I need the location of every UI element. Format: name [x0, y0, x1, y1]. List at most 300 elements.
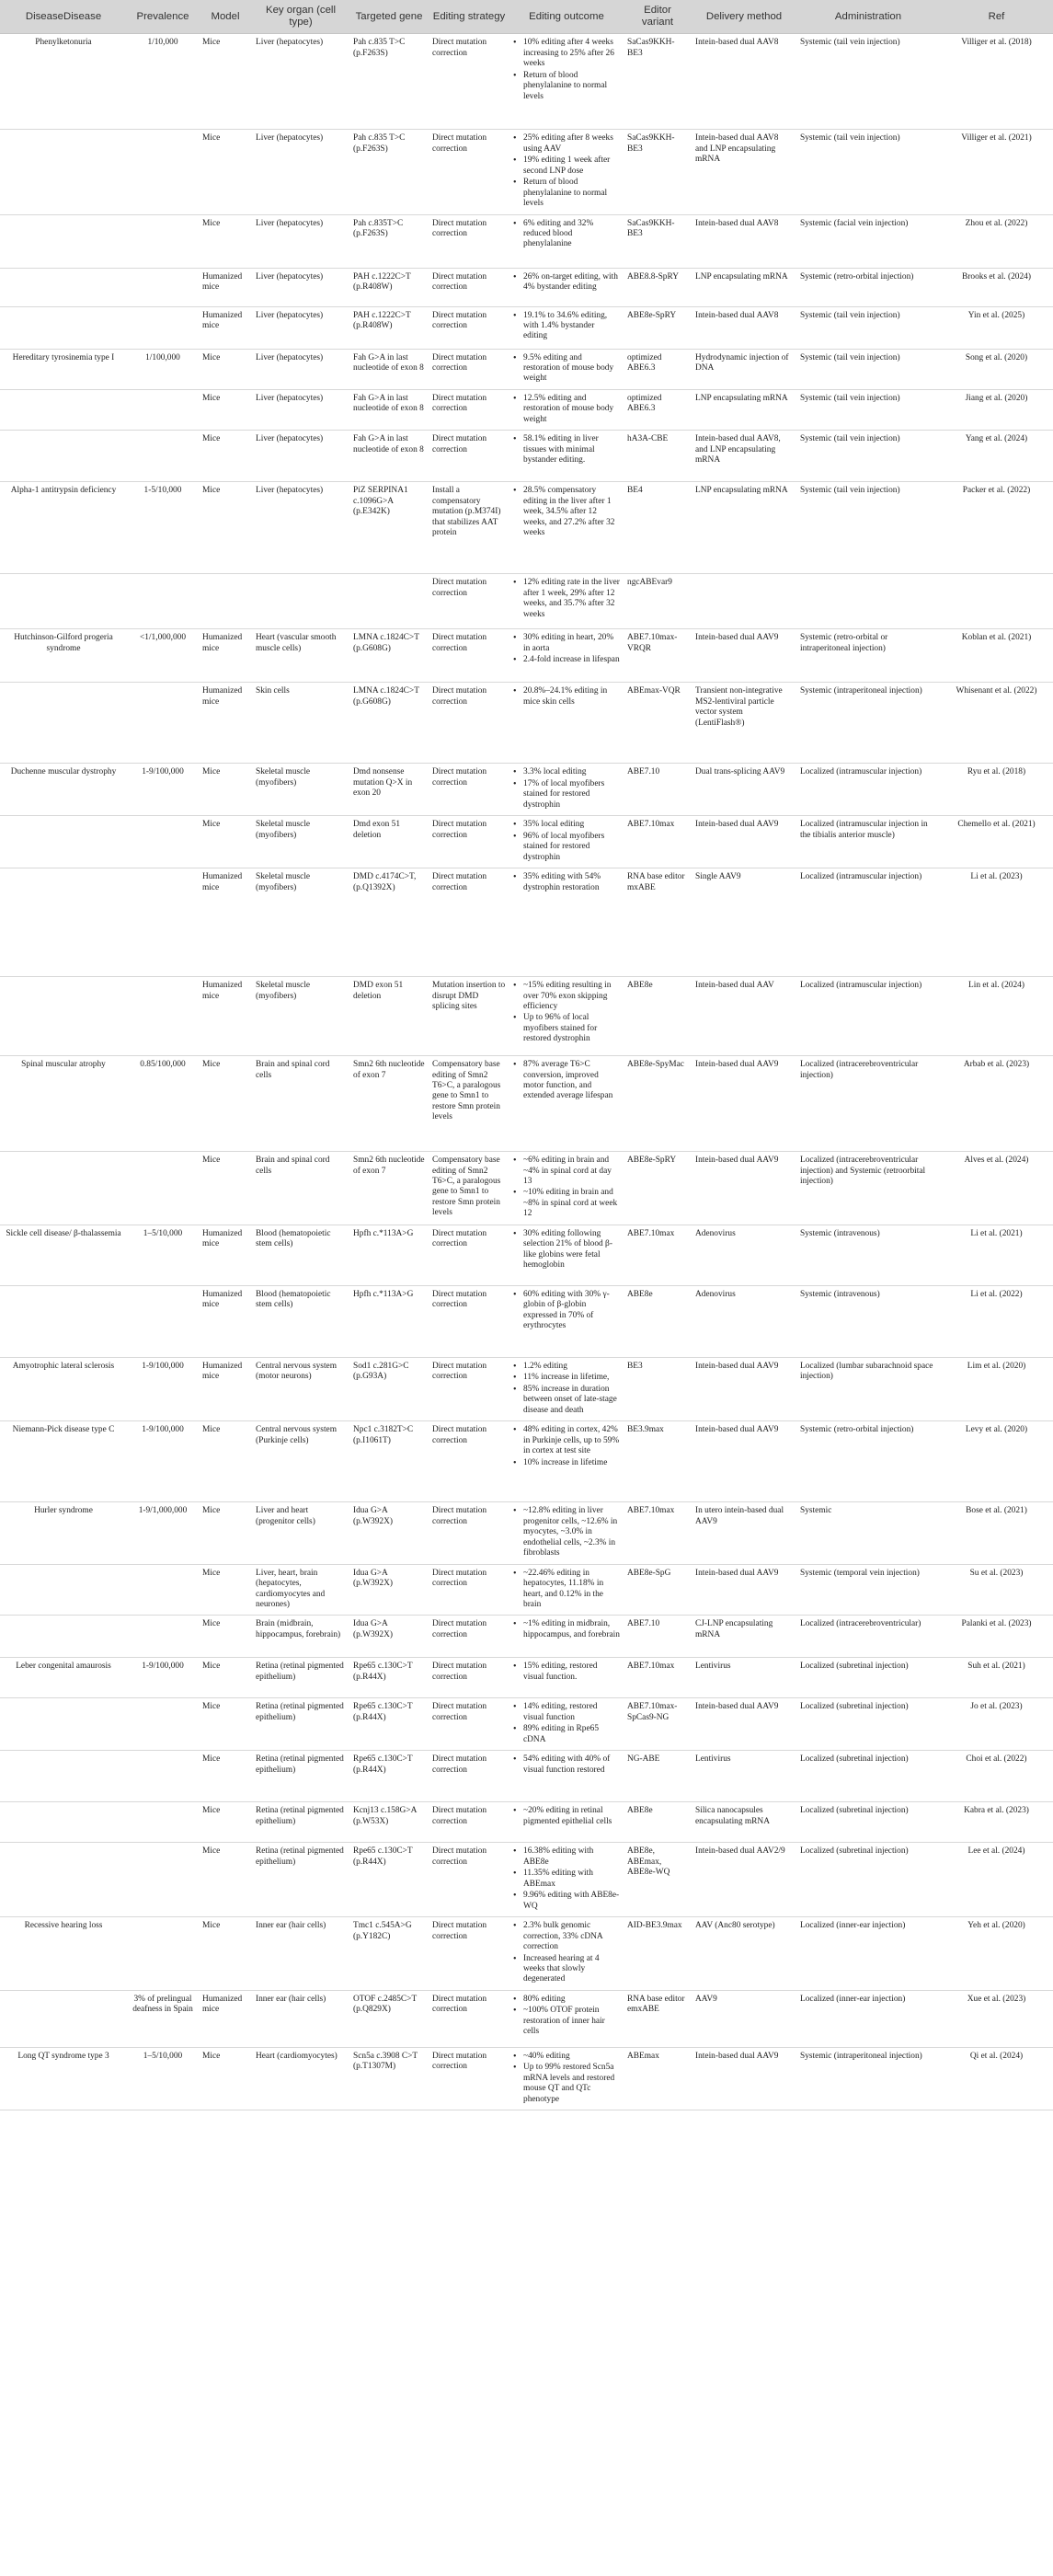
editor-variant-cell: SaCas9KKH-BE3 [624, 34, 692, 130]
reference-cell: Kabra et al. (2023) [940, 1802, 1053, 1843]
outcome-item: • 89% editing in Rpe65 cDNA [521, 1724, 620, 1745]
strategy-cell: Direct mutation correction [429, 306, 509, 349]
targeted-gene-cell: Pah c.835 T>C (p.F263S) [349, 34, 429, 130]
prevalence-cell [127, 214, 199, 268]
disease-cell [0, 868, 127, 977]
delivery-cell: Intein-based dual AAV9 [692, 2047, 796, 2110]
table-row [0, 574, 1053, 629]
prevalence-cell: 1/100,000 [127, 349, 199, 389]
reference-cell: Yeh et al. (2020) [940, 1917, 1053, 1991]
table-row [0, 34, 1053, 130]
disease-cell: Sickle cell disease/ β-thalassemia [0, 1225, 127, 1285]
table-row [0, 1285, 1053, 1357]
administration-cell: Localized (subretinal injection) [796, 1658, 940, 1698]
strategy-cell: Direct mutation correction [429, 1285, 509, 1357]
organ-cell: Brain and spinal cord cells [252, 1152, 349, 1225]
outcome-item: • 28.5% compensatory editing in the liver after 1 week, 34.5% after 12 weeks, and 27.2% after 32 weeks [521, 486, 620, 538]
organ-cell: Inner ear (hair cells) [252, 1917, 349, 1991]
administration-cell: Localized (inner-ear injection) [796, 1990, 940, 2047]
targeted-gene-cell: Rpe65 c.130C>T (p.R44X) [349, 1658, 429, 1698]
strategy-cell: Direct mutation correction [429, 629, 509, 683]
outcome-item: • 14% editing, restored visual function [521, 1702, 620, 1723]
prevalence-cell: 1–5/10,000 [127, 1225, 199, 1285]
organ-cell: Retina (retinal pigmented epithelium) [252, 1698, 349, 1751]
disease-cell [0, 1616, 127, 1658]
editor-variant-cell: BE4 [624, 482, 692, 574]
table-row [0, 1698, 1053, 1751]
organ-cell: Skeletal muscle (myofibers) [252, 764, 349, 816]
outcome-list [513, 1995, 620, 2038]
outcome-item: • ~20% editing in retinal pigmented epithelial cells [521, 1806, 620, 1827]
administration-cell [796, 574, 940, 629]
delivery-cell: Single AAV9 [692, 868, 796, 977]
outcome-item: • 58.1% editing in liver tissues with minimal bystander editing. [521, 434, 620, 466]
header-disease: DiseaseDisease [0, 0, 127, 34]
outcome-item: • 35% local editing [521, 820, 620, 830]
organ-cell: Liver and heart (progenitor cells) [252, 1502, 349, 1564]
targeted-gene-cell: Kcnj13 c.158G>A (p.W53X) [349, 1802, 429, 1843]
reference-cell: Lim et al. (2020) [940, 1357, 1053, 1420]
targeted-gene-cell: DMD exon 51 deletion [349, 977, 429, 1056]
table-row [0, 1802, 1053, 1843]
table-row [0, 130, 1053, 214]
outcome-item: • 10% increase in lifetime [521, 1458, 620, 1468]
delivery-cell: AAV (Anc80 serotype) [692, 1917, 796, 1991]
prevalence-cell: 1-9/100,000 [127, 1357, 199, 1420]
disease-cell: Hurler syndrome [0, 1502, 127, 1564]
organ-cell: Liver (hepatocytes) [252, 214, 349, 268]
header-variant: Editor variant [624, 0, 692, 34]
prevalence-cell [127, 306, 199, 349]
prevalence-cell [127, 1698, 199, 1751]
strategy-cell: Direct mutation correction [429, 268, 509, 306]
model-cell: Humanized mice [199, 683, 252, 764]
editor-variant-cell: ABE8e-SpRY [624, 306, 692, 349]
disease-cell [0, 214, 127, 268]
reference-cell: Lee et al. (2024) [940, 1843, 1053, 1917]
targeted-gene-cell: Rpe65 c.130C>T (p.R44X) [349, 1751, 429, 1802]
delivery-cell: Intein-based dual AAV9 [692, 1152, 796, 1225]
reference-cell: Bose et al. (2021) [940, 1502, 1053, 1564]
table-row [0, 306, 1053, 349]
outcome-item: • 26% on-target editing, with 4% bystander editing [521, 272, 620, 293]
delivery-cell: Intein-based dual AAV9 [692, 1421, 796, 1502]
header-organ: Key organ (cell type) [252, 0, 349, 34]
delivery-cell: Intein-based dual AAV9 [692, 816, 796, 868]
reference-cell: Lin et al. (2024) [940, 977, 1053, 1056]
outcome-cell [509, 1056, 624, 1152]
model-cell: Mice [199, 389, 252, 430]
outcome-cell [509, 1616, 624, 1658]
model-cell: Mice [199, 1802, 252, 1843]
outcome-list [513, 767, 620, 811]
disease-cell [0, 1152, 127, 1225]
prevalence-cell: 0.85/100,000 [127, 1056, 199, 1152]
strategy-cell: Direct mutation correction [429, 1658, 509, 1698]
outcome-list [513, 1569, 620, 1611]
strategy-cell: Direct mutation correction [429, 1990, 509, 2047]
targeted-gene-cell: Scn5a c.3908 C>T (p.T1307M) [349, 2047, 429, 2110]
editor-variant-cell: BE3.9max [624, 1421, 692, 1502]
reference-cell: Qi et al. (2024) [940, 2047, 1053, 2110]
table-row [0, 1658, 1053, 1698]
model-cell: Humanized mice [199, 629, 252, 683]
editor-variant-cell: ABE7.10max-VRQR [624, 629, 692, 683]
disease-cell [0, 816, 127, 868]
delivery-cell: CJ-LNP encapsulating mRNA [692, 1616, 796, 1658]
outcome-cell [509, 1917, 624, 1991]
reference-cell: Villiger et al. (2021) [940, 130, 1053, 214]
model-cell: Mice [199, 1616, 252, 1658]
strategy-cell: Install a compensatory mutation (p.M374I) that stabilizes AAT protein [429, 482, 509, 574]
editor-variant-cell: ABE7.10max [624, 1225, 692, 1285]
organ-cell: Liver (hepatocytes) [252, 34, 349, 130]
prevalence-cell [127, 1564, 199, 1616]
disease-cell [0, 683, 127, 764]
strategy-cell: Direct mutation correction [429, 574, 509, 629]
reference-cell: Li et al. (2021) [940, 1225, 1053, 1285]
reference-cell: Whisenant et al. (2022) [940, 683, 1053, 764]
administration-cell: Localized (intramuscular injection) [796, 764, 940, 816]
targeted-gene-cell: Fah G>A in last nucleotide of exon 8 [349, 431, 429, 482]
administration-cell: Systemic (tail vein injection) [796, 389, 940, 430]
targeted-gene-cell: OTOF c.2485C>T (p.Q829X) [349, 1990, 429, 2047]
disease-cell: Phenylketonuria [0, 34, 127, 130]
outcome-item: • 54% editing with 40% of visual function restored [521, 1754, 620, 1776]
strategy-cell: Direct mutation correction [429, 683, 509, 764]
delivery-cell: LNP encapsulating mRNA [692, 482, 796, 574]
header-delivery: Delivery method [692, 0, 796, 34]
administration-cell: Localized (intramuscular injection) [796, 977, 940, 1056]
strategy-cell: Compensatory base editing of Smn2 T6>C, a paralogous gene to Smn1 to restore Smn protein levels [429, 1152, 509, 1225]
editor-variant-cell: RNA base editor emxABE [624, 1990, 692, 2047]
strategy-cell: Direct mutation correction [429, 1564, 509, 1616]
strategy-cell: Direct mutation correction [429, 764, 509, 816]
administration-cell: Localized (subretinal injection) [796, 1751, 940, 1802]
outcome-cell [509, 1152, 624, 1225]
delivery-cell: Intein-based dual AAV [692, 977, 796, 1056]
outcome-item: • 85% increase in duration between onset of late-stage disease and death [521, 1385, 620, 1416]
strategy-cell: Direct mutation correction [429, 1616, 509, 1658]
outcome-cell [509, 130, 624, 214]
organ-cell: Retina (retinal pigmented epithelium) [252, 1751, 349, 1802]
organ-cell: Liver (hepatocytes) [252, 482, 349, 574]
organ-cell: Liver, heart, brain (hepatocytes, cardiomyocytes and neurones) [252, 1564, 349, 1616]
outcome-cell [509, 1751, 624, 1802]
outcome-item: • Up to 96% of local myofibers stained for restored dystrophin [521, 1013, 620, 1044]
model-cell: Mice [199, 482, 252, 574]
targeted-gene-cell: Npc1 c.3182T>C (p.I1061T) [349, 1421, 429, 1502]
header-model: Model [199, 0, 252, 34]
strategy-cell: Direct mutation correction [429, 868, 509, 977]
outcome-item: • ~6% editing in brain and ~4% in spinal cord at day 13 [521, 1156, 620, 1187]
organ-cell: Skeletal muscle (myofibers) [252, 816, 349, 868]
outcome-cell [509, 1802, 624, 1843]
disease-cell: Hutchinson-Gilford progeria syndrome [0, 629, 127, 683]
outcome-list [513, 1060, 620, 1102]
reference-cell: Ryu et al. (2018) [940, 764, 1053, 816]
targeted-gene-cell: Smn2 6th nucleotide of exon 7 [349, 1152, 429, 1225]
delivery-cell: Intein-based dual AAV9 [692, 1357, 796, 1420]
disease-cell [0, 130, 127, 214]
organ-cell: Blood (hematopoietic stem cells) [252, 1225, 349, 1285]
organ-cell: Liver (hepatocytes) [252, 349, 349, 389]
editor-variant-cell: ABE8e [624, 977, 692, 1056]
outcome-item: • ~1% editing in midbrain, hippocampus, and forebrain [521, 1619, 620, 1640]
outcome-item: • 9.96% editing with ABE8e-WQ [521, 1891, 620, 1912]
outcome-cell [509, 482, 624, 574]
prevalence-cell [127, 130, 199, 214]
prevalence-cell: 1-9/100,000 [127, 764, 199, 816]
model-cell: Mice [199, 1564, 252, 1616]
targeted-gene-cell: LMNA c.1824C>T (p.G608G) [349, 629, 429, 683]
prevalence-cell [127, 977, 199, 1056]
targeted-gene-cell: Hpfh c.*113A>G [349, 1285, 429, 1357]
strategy-cell: Direct mutation correction [429, 1698, 509, 1751]
outcome-cell [509, 214, 624, 268]
administration-cell: Localized (lumbar subarachnoid space injection) [796, 1357, 940, 1420]
outcome-item: • 12.5% editing and restoration of mouse body weight [521, 394, 620, 425]
editor-variant-cell: ABE8e, ABEmax, ABE8e-WQ [624, 1843, 692, 1917]
outcome-item: • ~10% editing in brain and ~8% in spinal cord at week 12 [521, 1188, 620, 1219]
outcome-list [513, 1921, 620, 1985]
disease-cell [0, 574, 127, 629]
disease-cell: Leber congenital amaurosis [0, 1658, 127, 1698]
outcome-item: • ~22.46% editing in hepatocytes, 11.18% in heart, and 0.12% in the brain [521, 1569, 620, 1611]
administration-cell: Localized (intracerebroventricular injection) and Systemic (retroorbital injection) [796, 1152, 940, 1225]
reference-cell: Song et al. (2020) [940, 349, 1053, 389]
outcome-cell [509, 1225, 624, 1285]
outcome-cell [509, 1698, 624, 1751]
outcome-list [513, 1702, 620, 1745]
disease-cell: Alpha-1 antitrypsin deficiency [0, 482, 127, 574]
model-cell: Mice [199, 1502, 252, 1564]
header-prevalence: Prevalence [127, 0, 199, 34]
prevalence-cell: 1-9/100,000 [127, 1421, 199, 1502]
outcome-list [513, 2052, 620, 2105]
outcome-cell [509, 1658, 624, 1698]
editor-variant-cell: ABE7.10max-SpCas9-NG [624, 1698, 692, 1751]
reference-cell: Jo et al. (2023) [940, 1698, 1053, 1751]
editor-variant-cell: ABE7.10max [624, 1658, 692, 1698]
outcome-list [513, 1662, 620, 1683]
delivery-cell: Transient non-integrative MS2-lentiviral particle vector system (LentiFlash®) [692, 683, 796, 764]
outcome-list [513, 272, 620, 293]
disease-cell: Long QT syndrome type 3 [0, 2047, 127, 2110]
reference-cell: Koblan et al. (2021) [940, 629, 1053, 683]
strategy-cell: Direct mutation correction [429, 1225, 509, 1285]
outcome-list [513, 1290, 620, 1332]
outcome-item: • 1.2% editing [521, 1362, 620, 1372]
model-cell: Mice [199, 1843, 252, 1917]
delivery-cell: Adenovirus [692, 1285, 796, 1357]
administration-cell: Systemic (retro-orbital injection) [796, 268, 940, 306]
organ-cell: Skeletal muscle (myofibers) [252, 868, 349, 977]
editor-variant-cell: AID-BE3.9max [624, 1917, 692, 1991]
model-cell: Mice [199, 130, 252, 214]
outcome-item: • 3.3% local editing [521, 767, 620, 777]
administration-cell: Systemic (tail vein injection) [796, 34, 940, 130]
header-row [0, 0, 1053, 34]
header-ref: Ref [940, 0, 1053, 34]
table-row [0, 2047, 1053, 2110]
model-cell: Mice [199, 1152, 252, 1225]
outcome-cell [509, 1357, 624, 1420]
editor-variant-cell: ABE8e-SpRY [624, 1152, 692, 1225]
editor-variant-cell: RNA base editor mxABE [624, 868, 692, 977]
editor-variant-cell: SaCas9KKH-BE3 [624, 130, 692, 214]
model-cell: Mice [199, 1751, 252, 1802]
table-row [0, 1152, 1053, 1225]
outcome-cell [509, 349, 624, 389]
targeted-gene-cell: Dmd exon 51 deletion [349, 816, 429, 868]
outcome-item: • 30% editing following selection 21% of blood β-like globins were fetal hemoglobin [521, 1229, 620, 1271]
organ-cell: Liver (hepatocytes) [252, 431, 349, 482]
administration-cell: Localized (subretinal injection) [796, 1698, 940, 1751]
header-gene: Targeted gene [349, 0, 429, 34]
outcome-list [513, 486, 620, 538]
targeted-gene-cell: Smn2 6th nucleotide of exon 7 [349, 1056, 429, 1152]
targeted-gene-cell: Rpe65 c.130C>T (p.R44X) [349, 1698, 429, 1751]
prevalence-cell: 1-5/10,000 [127, 482, 199, 574]
strategy-cell: Mutation insertion to disrupt DMD splicing sites [429, 977, 509, 1056]
delivery-cell: Intein-based dual AAV9 [692, 629, 796, 683]
delivery-cell: In utero intein-based dual AAV9 [692, 1502, 796, 1564]
administration-cell: Localized (subretinal injection) [796, 1843, 940, 1917]
editor-variant-cell: ABE7.10 [624, 1616, 692, 1658]
table-row [0, 482, 1053, 574]
targeted-gene-cell: DMD c.4174C>T, (p.Q1392X) [349, 868, 429, 977]
model-cell: Humanized mice [199, 977, 252, 1056]
outcome-cell [509, 2047, 624, 2110]
outcome-list [513, 1229, 620, 1271]
editor-variant-cell: ABE8e [624, 1285, 692, 1357]
disease-cell [0, 977, 127, 1056]
administration-cell: Systemic (tail vein injection) [796, 349, 940, 389]
prevalence-cell [127, 1843, 199, 1917]
reference-cell: Yang et al. (2024) [940, 431, 1053, 482]
organ-cell: Skin cells [252, 683, 349, 764]
model-cell: Mice [199, 2047, 252, 2110]
outcome-cell [509, 574, 624, 629]
model-cell: Humanized mice [199, 268, 252, 306]
organ-cell: Skeletal muscle (myofibers) [252, 977, 349, 1056]
outcome-list [513, 686, 620, 707]
table-row [0, 1225, 1053, 1285]
delivery-cell [692, 574, 796, 629]
table-row [0, 1357, 1053, 1420]
administration-cell: Localized (intracerebroventricular) [796, 1616, 940, 1658]
editor-variant-cell: SaCas9KKH-BE3 [624, 214, 692, 268]
disease-cell [0, 268, 127, 306]
outcome-cell [509, 268, 624, 306]
table-row [0, 389, 1053, 430]
disease-cell [0, 306, 127, 349]
table-row [0, 629, 1053, 683]
disease-cell [0, 1802, 127, 1843]
outcome-list [513, 219, 620, 250]
outcome-list [513, 353, 620, 385]
delivery-cell: Intein-based dual AAV9 [692, 1564, 796, 1616]
administration-cell: Systemic (tail vein injection) [796, 431, 940, 482]
table-row [0, 816, 1053, 868]
disease-cell: Duchenne muscular dystrophy [0, 764, 127, 816]
targeted-gene-cell: PiZ SERPINA1 c.1096G>A (p.E342K) [349, 482, 429, 574]
outcome-list [513, 633, 620, 665]
organ-cell: Blood (hematopoietic stem cells) [252, 1285, 349, 1357]
editor-variant-cell: ABEmax [624, 2047, 692, 2110]
editor-variant-cell: ABE8e [624, 1802, 692, 1843]
delivery-cell: LNP encapsulating mRNA [692, 389, 796, 430]
reference-cell: Levy et al. (2020) [940, 1421, 1053, 1502]
editor-variant-cell: ngcABEvar9 [624, 574, 692, 629]
administration-cell: Systemic (intravenous) [796, 1225, 940, 1285]
targeted-gene-cell: Rpe65 c.130C>T (p.R44X) [349, 1843, 429, 1917]
strategy-cell: Direct mutation correction [429, 2047, 509, 2110]
prevalence-cell: 1/10,000 [127, 34, 199, 130]
strategy-cell: Direct mutation correction [429, 349, 509, 389]
table-row [0, 1502, 1053, 1564]
model-cell: Humanized mice [199, 1225, 252, 1285]
prevalence-cell [127, 1285, 199, 1357]
table-row [0, 1917, 1053, 1991]
outcome-list [513, 820, 620, 863]
prevalence-cell [127, 868, 199, 977]
outcome-item: • Up to 99% restored Scn5a mRNA levels and restored mouse QT and QTc phenotype [521, 2063, 620, 2105]
reference-cell: Suh et al. (2021) [940, 1658, 1053, 1698]
outcome-item: • 6% editing and 32% reduced blood phenylalanine [521, 219, 620, 250]
model-cell: Mice [199, 816, 252, 868]
model-cell: Mice [199, 764, 252, 816]
outcome-item: • 96% of local myofibers stained for restored dystrophin [521, 832, 620, 863]
editor-variant-cell: hA3A-CBE [624, 431, 692, 482]
table-row [0, 349, 1053, 389]
outcome-item: • 11% increase in lifetime, [521, 1373, 620, 1383]
administration-cell: Localized (intramuscular injection in the tibialis anterior muscle) [796, 816, 940, 868]
organ-cell: Heart (cardiomyocytes) [252, 2047, 349, 2110]
editor-variant-cell: ABE8e-SpyMac [624, 1056, 692, 1152]
editor-variant-cell: ABE8.8-SpRY [624, 268, 692, 306]
table-row [0, 683, 1053, 764]
targeted-gene-cell: Idua G>A (p.W392X) [349, 1564, 429, 1616]
organ-cell: Retina (retinal pigmented epithelium) [252, 1802, 349, 1843]
outcome-item: • 35% editing with 54% dystrophin restoration [521, 872, 620, 893]
reference-cell: Li et al. (2022) [940, 1285, 1053, 1357]
outcome-cell [509, 868, 624, 977]
outcome-item: • 19% editing 1 week after second LNP dose [521, 155, 620, 177]
model-cell: Mice [199, 349, 252, 389]
outcome-item: • Increased hearing at 4 weeks that slowly degenerated [521, 1954, 620, 1985]
disease-cell [0, 1698, 127, 1751]
table-row [0, 764, 1053, 816]
disease-cell [0, 1285, 127, 1357]
outcome-item: • Return of blood phenylalanine to normal levels [521, 71, 620, 102]
outcome-list [513, 38, 620, 102]
disease-cell [0, 1564, 127, 1616]
model-cell: Mice [199, 1917, 252, 1991]
reference-cell: Alves et al. (2024) [940, 1152, 1053, 1225]
outcome-list [513, 1362, 620, 1416]
administration-cell: Systemic (intravenous) [796, 1285, 940, 1357]
administration-cell: Systemic (tail vein injection) [796, 130, 940, 214]
outcome-list [513, 133, 620, 209]
prevalence-cell [127, 816, 199, 868]
table-row [0, 1751, 1053, 1802]
table-row [0, 1616, 1053, 1658]
editor-variant-cell: ABE7.10max [624, 816, 692, 868]
outcome-list [513, 981, 620, 1045]
delivery-cell: Intein-based dual AAV2/9 [692, 1843, 796, 1917]
